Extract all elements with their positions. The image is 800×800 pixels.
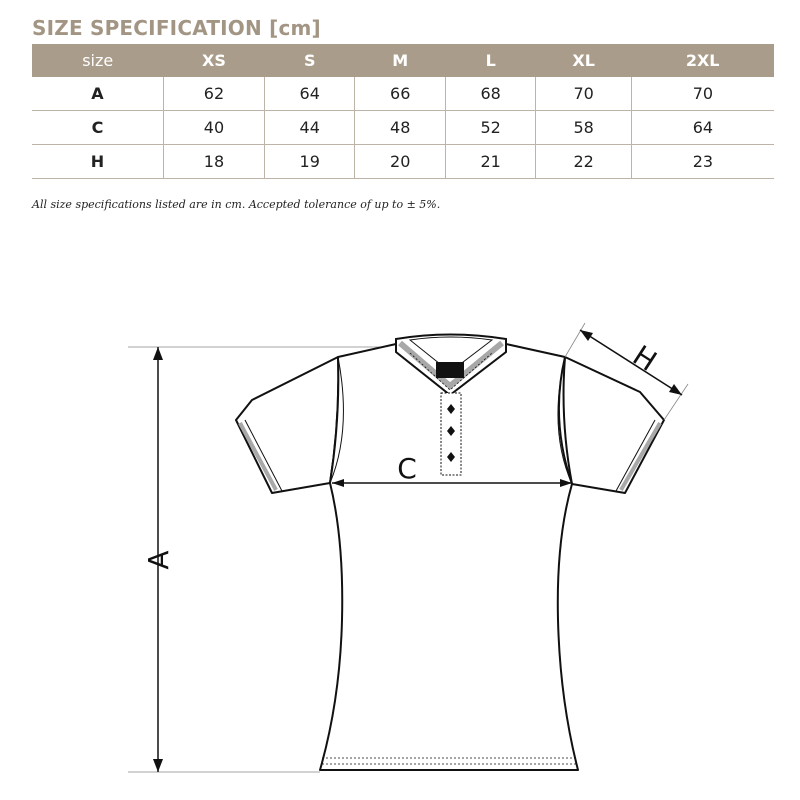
column-header: S xyxy=(265,44,355,77)
table-cell: 18 xyxy=(163,145,264,179)
table-cell: 48 xyxy=(355,111,445,145)
column-header: XL xyxy=(536,44,631,77)
row-label: A xyxy=(32,77,163,111)
row-label: H xyxy=(32,145,163,179)
dimension-c-label: C xyxy=(397,452,417,485)
column-header: M xyxy=(355,44,445,77)
table-cell: 21 xyxy=(445,145,535,179)
table-cell: 64 xyxy=(265,77,355,111)
table-cell: 66 xyxy=(355,77,445,111)
table-cell: 64 xyxy=(631,111,774,145)
column-header: 2XL xyxy=(631,44,774,77)
table-cell: 22 xyxy=(536,145,631,179)
placket xyxy=(441,393,461,475)
table-cell: 62 xyxy=(163,77,264,111)
column-header: XS xyxy=(163,44,264,77)
table-cell: 44 xyxy=(265,111,355,145)
dimension-h-label: H xyxy=(626,338,663,378)
tolerance-note: All size specifications listed are in cm. Accepted tolerance of up to ± 5%. xyxy=(32,198,441,211)
brand-label-icon xyxy=(436,362,464,378)
table-cell: 70 xyxy=(536,77,631,111)
table-cell: 20 xyxy=(355,145,445,179)
column-header: size xyxy=(32,44,163,77)
table-cell: 58 xyxy=(536,111,631,145)
table-cell: 52 xyxy=(445,111,535,145)
dimension-a-label: A xyxy=(142,550,175,570)
row-label: C xyxy=(32,111,163,145)
table-cell: 19 xyxy=(265,145,355,179)
page-title: SIZE SPECIFICATION [cm] xyxy=(32,16,321,40)
table-cell: 23 xyxy=(631,145,774,179)
table-cell: 70 xyxy=(631,77,774,111)
column-header: L xyxy=(445,44,535,77)
table-cell: 68 xyxy=(445,77,535,111)
table-cell: 40 xyxy=(163,111,264,145)
